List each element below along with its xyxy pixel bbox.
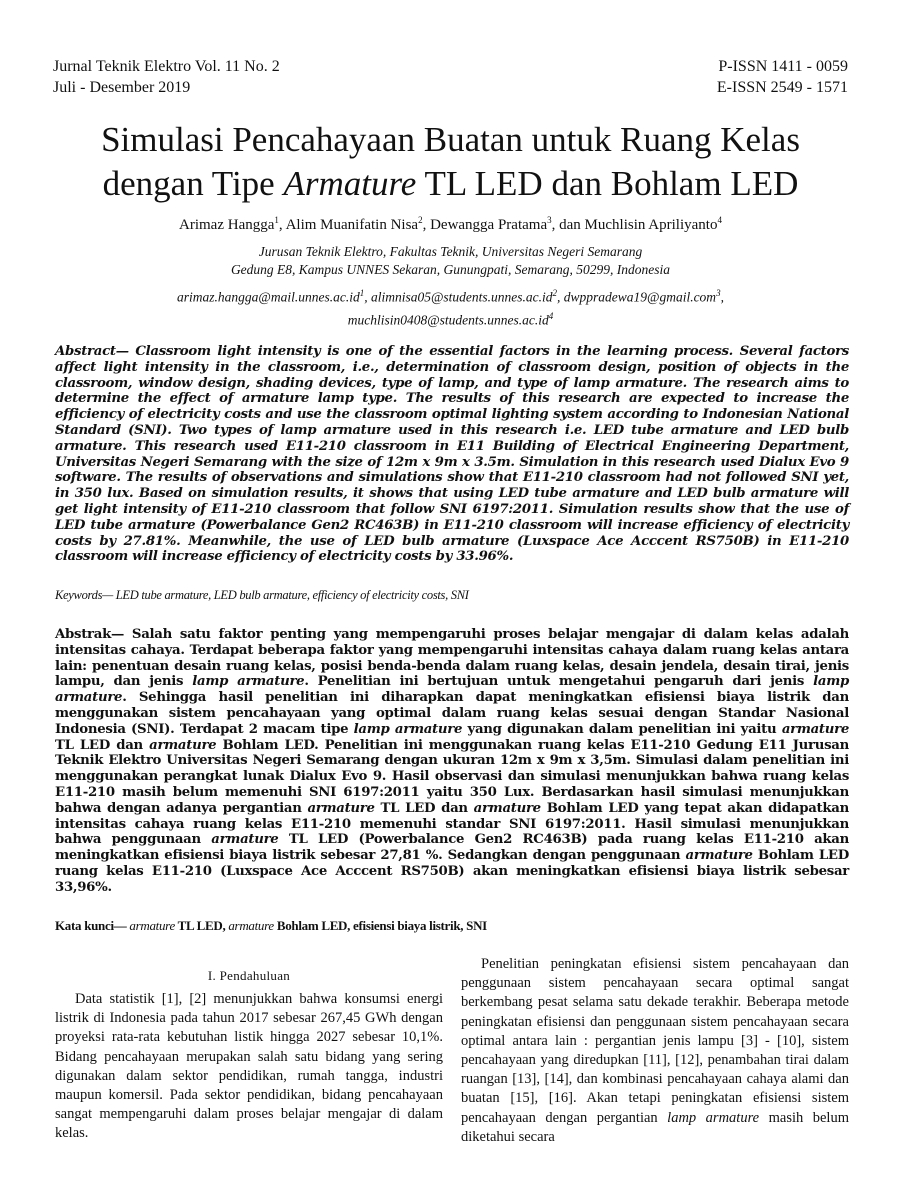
email-sup: 4 [548,310,554,321]
author-name: Muchlisin Apriliyanto [584,217,718,233]
kata-kunci-italic: armature [129,918,175,933]
abstrak-italic: lamp armature [192,674,305,690]
paragraph-text: Penelitian peningkatan efisiensi sistem pencahayaan dan penggunaan sistem pencahayaan secara optimal sangat berkembang pesat selama satu dekade terakhir. Beberapa metode peningkatan efisiensi dan penggunaan sistem pencahayaan secara optimal antara lain : pergantian jenis lampu [3] - [10], sistem pencahayaan yang diredupkan [11], [12], penambahan tirai dalam ruangan [13], [14], dan kombinasi pencahayaan cahaya alami dan buatan [15], [16]. Akan tetapi peningkatan efisiensi sistem pencahayaan dengan pergantian [461,956,849,1126]
abstract-english-label: Abstract— [55,344,129,359]
email-sup: 3 [716,288,721,298]
abstrak-text: TL LED dan [55,737,150,753]
author-sup: 4 [717,215,722,225]
abstrak-text: . Sehingga hasil penelitian ini diharapkan dapat meningkatkan efisiensi biaya listrik dan menggunakan sistem pencahayaan yang optimal dalam ruang kelas sesuai dengan Standar Nasional Indonesia (SNI). Terdapat 2 macam tipe [55,690,849,737]
author-sup: 1 [274,215,279,225]
keywords-english: Keywords— LED tube armature, LED bulb armature, efficiency of electricity costs, SNI [55,588,469,602]
author-name: Dewangga Pratama [430,217,548,233]
section-heading: I. Pendahuluan [207,968,291,983]
journal-period: Juli - Desember 2019 [53,79,191,96]
abstrak-italic: armature [685,848,753,864]
abstrak-text: TL LED dan [374,800,474,816]
email-sup: 1 [359,288,365,298]
abstract-english-text: Classroom light intensity is one of the essential factors in the learning process. Several factors affect light intensity in the classroom, i.e., determination of classroom design, position of objects in the classroom, window design, shading devices, type of lamp, and type of lamp armature. The research aims to determine the effect of armature lamp type. The results of this research are expected to increase the efficiency of electricity costs and use the classroom optimal lighting system according to Indonesian National Standard (SNI). Two types of lamp armature used in this research i.e. LED tube armature and LED bulb armature. This research used E11-210 classroom in E11 Building of Electrical Engineering Department, Universitas Negeri Semarang with the size of 12m x 9m x 3.5m. Simulation in this research used Dialux Evo 9 software. The results of observations and simulations show that E11-210 classroom had not followed SNI yet, in 350 lux. Based on simulation results, it shows that using LED tube armature and LED bulb armature will get light intensity of E11-210 classroom that follow SNI 6197:2011. Simulation results show that the use of LED tube armature (Powerbalance Gen2 RC463B) in E11-210 classroom will increase efficiency of electricity costs by 27.81%. Meanwhile, the use of LED bulb armature (Luxspace Ace Acccent RS750B) in E11-210 classroom will increase efficiency of electricity costs by 33.96%. [55,344,849,565]
abstrak-text: Bohlam LED yang tepat akan didapatkan intensitas cahaya ruang kelas E11-210 memenuhi standar SNI 6197:2011. Hasil simulasi menunjukkan bahwa penggunaan [55,800,849,848]
author-sup: 2 [418,215,423,225]
paper-title [0,118,901,206]
email-sep: , [720,289,724,305]
pissn: P-ISSN 1411 - 0059 [718,58,848,75]
kata-kunci-text: Bohlam LED, efisiensi biaya listrik, SNI [273,918,487,933]
abstrak-text: yang digunakan dalam penelitian ini yaitu [462,721,782,737]
title-line-1: Simulasi Pencahayaan Buatan untuk Ruang Kelas [101,120,800,159]
email-sep: , [557,289,564,305]
journal-header-left [53,56,280,98]
abstrak-italic: armature [211,832,279,848]
abstrak-italic: armature [149,737,217,753]
abstrak-text: . Penelitian ini bertujuan untuk mengetahui pengaruh dari jenis [304,674,814,690]
abstrak-text: Bohlam LED. Penelitian ini menggunakan ruang kelas E11-210 Gedung E11 Jurusan Teknik Elektro Universitas Negeri Semarang dengan ukuran 12m x 9m x 3,5m. Simulasi dalam penelitian ini menggunakan perangkat lunak Dialux Evo 9. Hasil observasi dan simulasi menunjukkan bahwa ruang kelas E11-210 masih belum memenuhi SNI 6197:2011 yaitu 350 Lux. Berdasarkan hasil simulasi menunjukkan bahwa dengan adanya pergantian [55,737,849,816]
eissn: E-ISSN 2549 - 1571 [716,79,848,96]
email-sep: , [364,289,371,305]
paragraph: Data statistik [1], [2] menunjukkan bahwa konsumsi energi listrik di Indonesia pada tahun 2017 sebesar 267,45 GWh dengan proyeksi rata-rata kebutuhan listik hingga 2027 sebesar 10,1%. Bidang pencahayaan merupakan salah satu bidang yang sering digunakan dalam sektor pendidikan, rumah tangga, industri maupun komersil. Pada sektor pendidikan, bidang pencahayaan sangat mempengaruhi dalam proses belajar mengajar di dalam kelas. [55,991,443,1142]
abstrak-italic: armature [781,721,849,737]
paragraph-italic: lamp armature [667,1109,760,1126]
title-line-2-end: TL LED dan Bohlam LED [416,164,799,203]
journal-name: Jurnal Teknik Elektro Vol. 11 No. 2 [53,58,280,75]
abstrak-italic: armature [473,800,541,816]
title-line-2-italic: Armature [283,164,417,203]
abstrak-text: Bohlam LED ruang kelas E11-210 (Luxspace Ace Acccent RS750B) akan meningkatkan efisiensi biaya listrik sebesar 33,96%. [55,848,849,895]
body-column-right [461,955,849,1147]
author-sep: , dan [551,217,585,233]
email-sup: 2 [552,288,558,298]
body-column-left [55,990,443,1144]
email-line-1 [0,284,901,307]
kata-kunci-label: Kata kunci— [55,918,130,933]
email-link[interactable]: alimnisa05@students.unnes.ac.id [370,289,553,305]
affiliation-line-1: Jurusan Teknik Elektro, Fakultas Teknik, Universitas Negeri Semarang [258,244,643,259]
abstrak-text: Abstrak— Salah satu faktor penting yang mempengaruhi proses belajar mengajar di dalam kelas adalah intensitas cahaya. Terdapat beberapa faktor yang mempengaruhi intensitas cahaya dalam ruang kelas antara lain: penentuan desain ruang kelas, posisi benda-benda dalam ruang kelas, desain jendela, desain tirai, jenis lampu, dan jenis [55,627,849,690]
email-link[interactable]: arimaz.hangga@mail.unnes.ac.id [177,289,360,305]
author-sup: 3 [547,215,552,225]
abstract-english [55,344,849,565]
abstract-indonesian [55,627,849,896]
abstrak-text: TL LED (Powerbalance Gen2 RC463B) pada ruang kelas E11-210 akan meningkatkan efisiensi biaya listrik sebesar 27,81 %. Sedangkan dengan penggunaan [55,832,849,864]
kata-kunci-text: TL LED, [174,918,229,933]
abstrak-italic: armature [307,800,375,816]
title-line-2 [0,162,901,206]
email-link[interactable]: dwppradewa19@gmail.com [563,289,717,305]
author-list [0,210,901,235]
author-sep: , [422,217,431,233]
title-line-2-start: dengan Tipe [102,164,284,203]
email-line-2 [0,307,901,330]
email-link[interactable]: muchlisin0408@students.unnes.ac.id [347,312,549,327]
abstrak-italic: lamp armature [55,674,849,706]
author-name: Arimaz Hangga [179,217,275,233]
author-name: Alim Muanifatin Nisa [285,217,419,233]
paragraph-text: masih belum diketahui secara [461,1109,849,1145]
kata-kunci-italic: armature [228,918,274,933]
author-sep: , [278,217,286,233]
abstrak-italic: lamp armature [353,721,463,737]
journal-header-right [717,56,848,98]
email-list [0,284,901,329]
keywords-indonesian [55,918,487,934]
affiliation-line-2: Gedung E8, Kampus UNNES Sekaran, Gunungpati, Semarang, 50299, Indonesia [230,262,671,277]
affiliation [0,243,901,279]
